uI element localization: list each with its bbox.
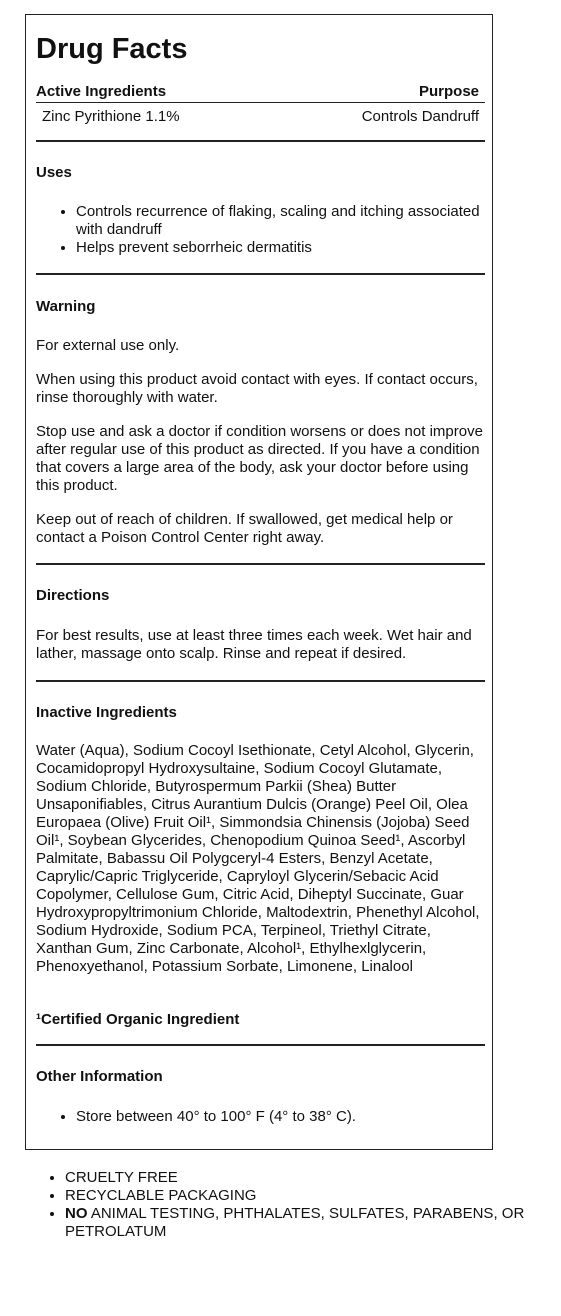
list-item: • RECYCLABLE PACKAGING — [65, 1187, 545, 1205]
list-item: • CRUELTY FREE — [65, 1169, 545, 1187]
divider — [36, 102, 485, 103]
section-divider — [36, 273, 485, 275]
list-item: • Helps prevent seborrheic dermatitis — [76, 239, 496, 257]
warning-paragraph: When using this product avoid contact with eyes. If contact occurs, rinse thoroughly with water. — [36, 371, 478, 406]
section-divider — [36, 680, 485, 682]
warning-paragraph: Stop use and ask a doctor if condition worsens or does not improve after regular use of this product as directed. If you have a condition that covers a large area of the body, ask your doctor before using this product. — [36, 423, 483, 494]
drug-facts-panel — [25, 14, 493, 1150]
list-item: • Store between 40° to 100° F (4° to 38° C). — [76, 1108, 496, 1126]
warning-paragraph: For external use only. — [36, 337, 180, 354]
inactive-ingredients-heading: Inactive Ingredients — [36, 704, 177, 721]
directions-heading: Directions — [36, 587, 110, 604]
section-divider — [36, 140, 485, 142]
no-label: NO — [65, 1205, 88, 1222]
uses-list — [36, 203, 496, 257]
section-divider — [36, 1044, 485, 1046]
section-divider — [36, 563, 485, 565]
other-information-list — [36, 1108, 496, 1126]
product-claims-list — [25, 1169, 545, 1241]
directions-text: For best results, use at least three times each week. Wet hair and lather, massage onto scalp. Rinse and repeat if desired. — [36, 627, 472, 662]
active-ingredients-heading: Active Ingredients — [36, 83, 167, 100]
list-item: • Controls recurrence of flaking, scaling and itching associated with dandruff — [76, 203, 496, 239]
no-claims-text: ANIMAL TESTING, PHTHALATES, SULFATES, PARABENS, OR PETROLATUM — [65, 1205, 525, 1240]
drug-facts-title: Drug Facts — [36, 33, 188, 65]
list-item — [65, 1205, 545, 1241]
other-information-heading: Other Information — [36, 1068, 163, 1085]
warning-paragraph: Keep out of reach of children. If swallowed, get medical help or contact a Poison Control Center right away. — [36, 511, 453, 546]
organic-note: ¹Certified Organic Ingredient — [36, 1011, 240, 1028]
inactive-ingredients-text: Water (Aqua), Sodium Cocoyl Isethionate, Cetyl Alcohol, Glycerin, Cocamidopropyl Hydroxysultaine, Sodium Cocoyl Glutamate, Sodium Chloride, Butyrospermum Parkii (Shea) Butter Unsaponifiables, Citrus Aurantium Dulcis (Orange) Peel Oil, Olea Europaea (Olive) Fruit Oil¹, Simmondsia Chinensis (Jojoba) Seed Oil¹, Soybean Glycerides, Chenopodium Quinoa Seed¹, Ascorbyl Palmitate, Babassu Oil Polygceryl-4 Esters, Benzyl Acetate, Caprylic/Capric Triglyceride, Capryloyl Glycerin/Sebacic Acid Copolymer, Cellulose Gum, Citric Acid, Diheptyl Succinate, Guar Hydroxypropyltrimonium Chloride, Maltodextrin, Phenethyl Alcohol, Sodium Hydroxide, Sodium PCA, Terpineol, Triethyl Citrate, Xanthan Gum, Zinc Carbonate, Alcohol¹, Ethylhexlglycerin, Phenoxyethanol, Potassium Sorbate, Limonene, Linalool — [36, 742, 480, 975]
panel-border-gap — [494, 690, 497, 1152]
warning-heading: Warning — [36, 298, 96, 315]
active-ingredient-purpose: Controls Dandruff — [361, 108, 479, 125]
uses-heading: Uses — [36, 164, 72, 181]
purpose-heading: Purpose — [418, 83, 479, 100]
active-ingredient: Zinc Pyrithione 1.1% — [42, 108, 180, 125]
